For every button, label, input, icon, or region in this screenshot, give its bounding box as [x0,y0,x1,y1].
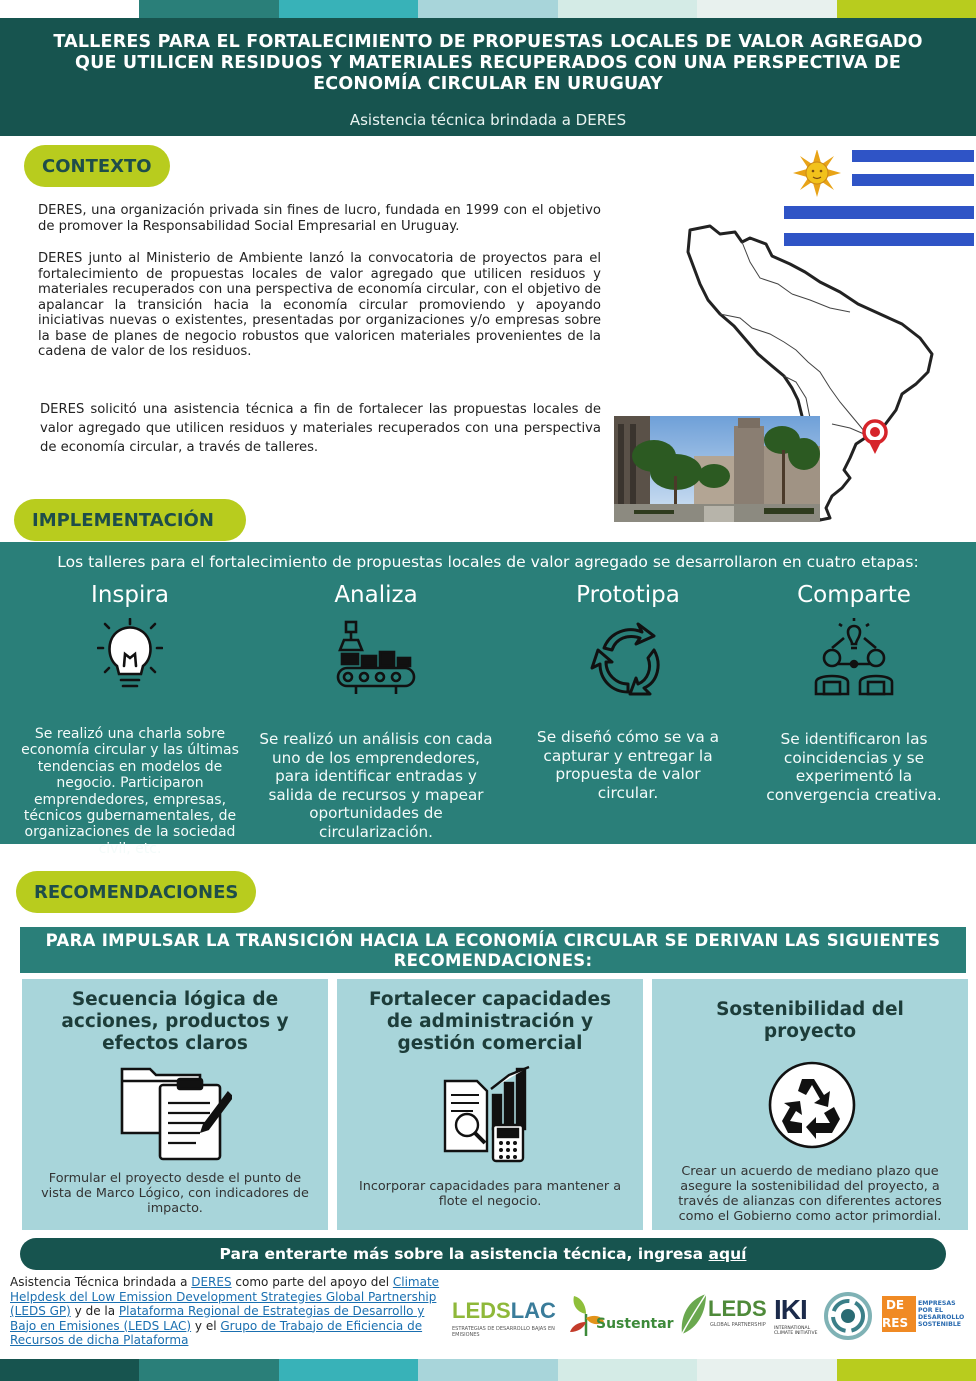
page-header [0,18,976,136]
stage-text: Se realizó un análisis con cada uno de los emprendedores, para identificar entradas y salida de recursos y mapear oportunidades de circularización. [259,730,493,841]
footer-text: Asistencia Técnica brindada a [10,1275,192,1289]
deres-logo: DE RES EMPRESAS POR EL DESARROLLO SOSTENIBLE [880,1290,970,1342]
recommendation-card-2 [337,979,643,1230]
iki-logo [774,1290,830,1342]
section-label-contexto: CONTEXTO [24,145,170,187]
logo-text: LEDS [452,1298,511,1323]
cta-link[interactable]: aquí [708,1245,747,1263]
contexto-paragraph-3: DERES solicitó una asistencia técnica a fin de fortalecer las propuestas locales de valor agregado que utilicen residuos y materiales recuperados con una perspectiva de economía circular, a través de talleres. [40,402,601,455]
section-label-implementacion: IMPLEMENTACIÓN [14,499,246,541]
card-text: Incorporar capacidades para mantener a flote el negocio. [358,1179,622,1209]
logo-tagline: GLOBAL PARTNERSHIP [710,1322,766,1328]
logo-text: LAC [510,1298,556,1323]
leds-gp-logo [678,1290,770,1342]
implementation-lead: Los talleres para el fortalecimiento de propuestas locales de valor agregado se desarrollaron en cuatro etapas: [57,553,919,571]
stage-text: Se realizó una charla sobre economía circular y las últimas tendencias en modelos de negocio. Participaron emprendedores, empresas, técnicos gubernamentales, de organizaciones de la sociedad civil, etc. [21,726,239,857]
logo-tagline: EMPRESAS POR EL DESARROLLO SOSTENIBLE [918,1300,965,1328]
stage-title: Prototipa [576,582,680,608]
clipboard-folder-icon [120,1063,232,1161]
top-color-stripe [0,0,976,18]
card-text: Formular el proyecto desde el punto de vista de Marco Lógico, con indicadores de impacto. [41,1171,309,1216]
stage-title: Comparte [797,582,911,608]
card-title: Sostenibilidad del proyecto [716,999,904,1042]
stage-text: Se diseñó cómo se va a capturar y entregar la propuesta de valor circular. [536,728,720,802]
section-label-recomendaciones: RECOMENDACIONES [16,871,256,913]
stage-prototipa [528,582,728,802]
recycle-icon [768,1061,856,1149]
implementation-band [0,542,976,857]
card-title: Fortalecer capacidades de administración y gestión comercial [368,989,612,1054]
card-title: Secuencia lógica de acciones, productos y efectos claros [61,989,289,1054]
stage-text: Se identificaron las coincidencias y se experimentó la convergencia creativa. [766,730,942,804]
montevideo-photo [614,416,820,522]
leds-lac-link[interactable]: Plataforma Regional de Estrategias de Desarrollo y Bajo en Emisiones (LEDS LAC) [10,1304,425,1333]
recommendation-card-3 [652,979,968,1230]
logo-tagline: ESTRATEGIAS DE DESARROLLO BAJAS EN EMISIONES [452,1326,555,1338]
contexto-paragraph-2: DERES junto al Ministerio de Ambiente lanzó la convocatoria de proyectos para el fortalecimiento de propuestas locales de valor agregado que utilicen residuos y materiales recuperados con una perspectiva de economía circular, con el objetivo de apalancar la transición hacia la economía circular promoviendo y apoyando iniciativas nuevas o existentes, presentadas por organizaciones y/o empresas sobre la base de planes de negocio robustos que valoricen materiales provenientes de la cadena de valor de los residuos. [38,251,601,359]
cta-text: Para enterarte más sobre la asistencia técnica, ingresa [219,1245,709,1263]
page-subtitle: Asistencia técnica brindada a DERES [349,111,627,129]
footer-text: y de la [70,1304,119,1318]
stage-analiza [258,582,494,842]
stage-inspira [10,582,250,857]
page-title: TALLERES PARA EL FORTALECIMIENTO DE PROPUESTAS LOCALES DE VALOR AGREGADO QUE UTILICEN RESIDUOS Y MATERIALES RECUPERADOS CON UNA PERSPECTIVA DE ECONOMÍA CIRCULAR EN URUGUAY [53,32,923,94]
deres-link[interactable]: DERES [191,1275,232,1289]
footer-text: como parte del apoyo del [231,1275,393,1289]
stage-title: Inspira [91,582,169,608]
lightbulb-icon [97,618,163,696]
leds-gp-link[interactable]: Climate Helpdesk del Low Emission Development Strategies Global Partnership (LEDS GP) [10,1275,440,1318]
recommendation-card-1 [22,979,328,1230]
working-group-link[interactable]: Grupo de Trabajo de Eficiencia de Recursos de dicha Plataforma [10,1318,423,1347]
card-text: Crear un acuerdo de mediano plazo que asegure la sostenibilidad del proyecto, a través de alianzas con diferentes actores como el Gobierno como actor primordial. [678,1164,942,1224]
circular-arrows-icon [588,618,668,698]
logo-text: Sustentar [596,1316,674,1332]
leaf-icon [678,1292,708,1336]
sustentar-logo [566,1290,674,1342]
circle-logo-icon [824,1290,872,1342]
logo-tagline: INTERNATIONAL CLIMATE INITIATIVE [774,1326,818,1336]
conveyor-icon [336,618,416,696]
finance-report-icon [443,1065,537,1163]
recommendations-banner: PARA IMPULSAR LA TRANSICIÓN HACIA LA ECONOMÍA CIRCULAR SE DERIVAN LAS SIGUIENTES RECOMENDACIONES: [20,927,966,973]
people-idea-icon [814,618,894,698]
ledslac-logo [452,1290,558,1342]
contexto-paragraph-1: DERES, una organización privada sin fines de lucro, fundada en 1999 con el objetivo de promover la Responsabilidad Social Empresarial en Uruguay. [38,203,601,234]
logo-text: LEDS [708,1296,767,1321]
stage-comparte [754,582,954,804]
footer-credits [10,1275,450,1348]
footer-text: y el [191,1318,221,1333]
bottom-color-stripe [0,1359,976,1381]
more-info-bar [20,1238,946,1270]
logo-text: IKI [774,1294,807,1325]
stage-title: Analiza [334,582,418,608]
